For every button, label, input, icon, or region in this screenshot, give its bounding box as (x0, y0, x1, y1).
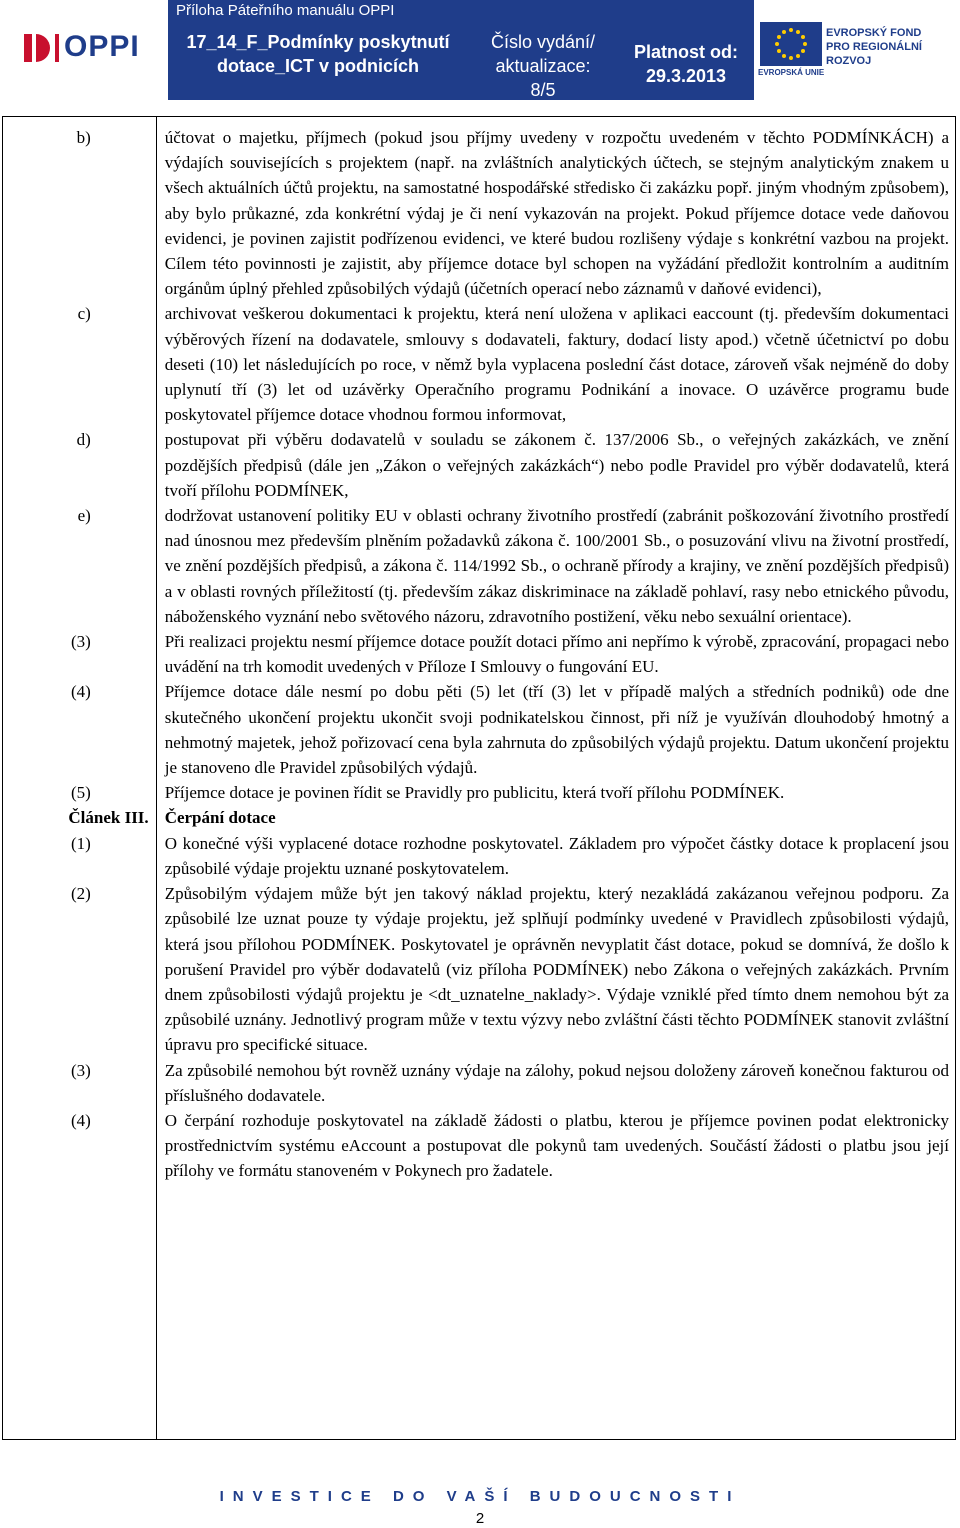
row-label: e) (77, 506, 91, 526)
table-row (3, 881, 955, 1057)
row-text: účtovat o majetku, příjmech (pokud jsou příjmy uvedeny v rozpočtu uvedeném v těchto PODMÍNKÁCH) a výdajích souvisejících s projektem (např. na zvláštních analytických účtech, se stejným analytickým znakem u všech aktuálních účtů projektu, na samostatné hospodářské středisko či zakázku popř. jiným vhodným způsobem), aby bylo průkazné, zda konkrétní výdaj je či není vykazován na projekt. Pokud příjemce dotace vede daňovou evidenci, je povinen zajistit podřízenou evidenci, ve které budou rozlišeny výdaje s konkrétní vazbou na projekt. Cílem této povinnosti je zajistit, aby příjemce dotace byl schopen na vyžádání předložit kontrolním a auditním orgánům úplný přehled způsobilých výdajů (účetních operací nebo záznamů v daňové evidenci), (164, 128, 949, 299)
content-rows (3, 125, 955, 1184)
row-label: b) (76, 128, 91, 147)
header-eu-cell (754, 0, 960, 100)
page-header (0, 0, 960, 100)
annex-title: Příloha Páteřního manuálu OPPI (176, 2, 395, 19)
eu-flag-icon (760, 22, 822, 66)
validity-block (618, 40, 754, 88)
header-edition-cell (468, 0, 618, 100)
row-label: (3) (70, 1060, 91, 1080)
valid-label: Platnost od: (634, 42, 738, 62)
row-text: Příjemce dotace dále nesmí po dobu pěti (5) let (tří (3) let v případě malých a středních podniků) ode dne skutečného ukončení projektu ukončit svoji podnikatelskou činnost, při níž je využíván dlouhodobý hmotný a nehmotný majetek, jehož pořizovací cena byla zahrnuta do způsobilých výdajů projektu. Datum ukončení projektu je stanoveno dle Pravidel způsobilých výdajů. (164, 682, 949, 778)
row-text: postupovat při výběru dodavatelů v souladu se zákonem č. 137/2006 Sb., o veřejných zakázkách, ve znění pozdějších předpisů (dále jen „Zákon o veřejných zakázkách“) nebo podle Pravidel pro výběr dodavatelů, která tvoří přílohu PODMÍNEK, (164, 430, 949, 500)
edition-label: Číslo vydání/ aktualizace: (490, 32, 596, 76)
doc-code: 17_14_F_Podmínky poskytnutí dotace_ICT v podnicích (186, 32, 450, 76)
table-row (3, 780, 955, 805)
table-row (3, 1108, 955, 1184)
table-row (3, 125, 955, 301)
row-label: (5) (70, 783, 91, 803)
row-text: Příjemce dotace je povinen řídit se Pravidly pro publicitu, která tvoří přílohu PODMÍNEK. (164, 783, 785, 803)
edition-value: 8/5 (530, 80, 556, 100)
oppi-logo-text: OPPI (64, 30, 140, 63)
footer-motto: INVESTICE DO VAŠÍ BUDOUCNOSTI (219, 1488, 741, 1505)
row-label: (4) (70, 682, 91, 702)
row-label: (4) (70, 1110, 91, 1130)
row-label: (3) (70, 632, 91, 652)
table-row (3, 679, 955, 780)
edition-block (468, 30, 618, 102)
table-row (3, 629, 955, 679)
table-row (3, 427, 955, 503)
header-validity-cell (618, 0, 754, 100)
eu-fund-label: EVROPSKÝ FOND PRO REGIONÁLNÍ ROZVOJ (826, 27, 922, 67)
table-row (3, 831, 955, 881)
article-title: Čerpání dotace (164, 808, 276, 828)
article-heading-row (3, 805, 955, 830)
row-text: Při realizaci projektu nesmí příjemce dotace použít dotaci přímo ani nepřímo k výrobě, zpracování, propagaci nebo uvádění na trh komodit uvedených v Příloze I Smlouvy o fungování EU. (164, 632, 949, 677)
row-text: dodržovat ustanovení politiky EU v oblasti ochrany životního prostředí (zabránit poškozování životního prostředí nad únosnou mez především plněním požadavků zákona č. 100/2001 Sb., o posuzování vlivu na životní prostředí, ve znění pozdějších předpisů, a zákona č. 114/1992 Sb., o ochraně přírody a krajiny, ve znění pozdějších předpisů) a v oblasti rovných příležitostí (tj. především zákaz diskriminace na základě pohlaví, rasy nebo etnického původu, náboženského vyznání nebo světového názoru, zdravotního postižení, věku nebo sexuální orientace). (164, 506, 949, 626)
header-doc-cell (168, 0, 468, 100)
page-number: 2 (475, 1510, 485, 1527)
table-row (3, 1058, 955, 1108)
row-text: archivovat veškerou dokumentaci k projektu, která není uložena v aplikaci eaccount (tj. především dokumentaci výběrových řízení na dodavatele, smlouvy s dodavateli, faktury, dodací listy apod.) včetně účetnictví po dobu deseti (10) let následujících po roce, v němž byla vyplacena poslední část dotace, zároveň však nejméně do doby uplynutí tří (3) let od uzávěrky Operačního programu Podnikání a inovace. O uzávěrce programu bude poskytovatel příjemce dotace vhodnou formou informovat, (164, 304, 949, 425)
row-label: d) (76, 430, 91, 450)
row-label: (1) (70, 833, 91, 853)
row-text: Způsobilým výdajem může být jen takový náklad projektu, který nezakládá zakázanou veřejnou podporu. Za způsobilé lze uznat pouze ty výdaje projektu, jež splňují podmínky uvedené v Pravidlech způsobilosti výdajů, která jsou přílohou PODMÍNEK. Poskytovatel je oprávněn nevyplatit část dotace, pokud se domnívá, že došlo k porušení Pravidel pro výběr dodavatelů (viz příloha PODMÍNEK) nebo Zákona o veřejných zakázkách. Prvním dnem způsobilosti výdajů projektu je <dt_uznatelne_naklady>. Výdaje vzniklé před tímto dnem nemohou být za způsobilé uznány. Jednotlivý program může v textu výzvy nebo zvláštní části těchto PODMÍNEK stanovit zvláštní úpravu pro specifické situace. (164, 884, 949, 1055)
row-text: O konečné výši vyplacené dotace rozhodne poskytovatel. Základem pro výpočet částky dotace k proplacení jsou způsobilé výdaje projektu uznané poskytovatelem. (164, 833, 949, 878)
row-label: Článek III. (68, 808, 149, 828)
row-label: (2) (70, 884, 91, 904)
content-table (2, 116, 956, 1440)
table-row (3, 503, 955, 629)
table-row (3, 301, 955, 427)
eu-label: EVROPSKÁ UNIE (758, 68, 825, 77)
valid-value: 29.3.2013 (645, 66, 727, 86)
row-text: O čerpání rozhoduje poskytovatel na základě žádosti o platbu, kterou je příjemce povinen podat elektronicky prostřednictvím systému eAccount a postupovat dle pokynů tam uvedených. Součástí žádosti o platbu jsou její přílohy ve formátu stanoveném v Pokynech pro žadatele. (164, 1110, 949, 1181)
row-text: Za způsobilé nemohou být rovněž uznány výdaje na zálohy, pokud nejsou doloženy zároveň konečnou fakturou od příslušného dodavatele. (164, 1060, 949, 1105)
row-label: c) (77, 304, 91, 324)
